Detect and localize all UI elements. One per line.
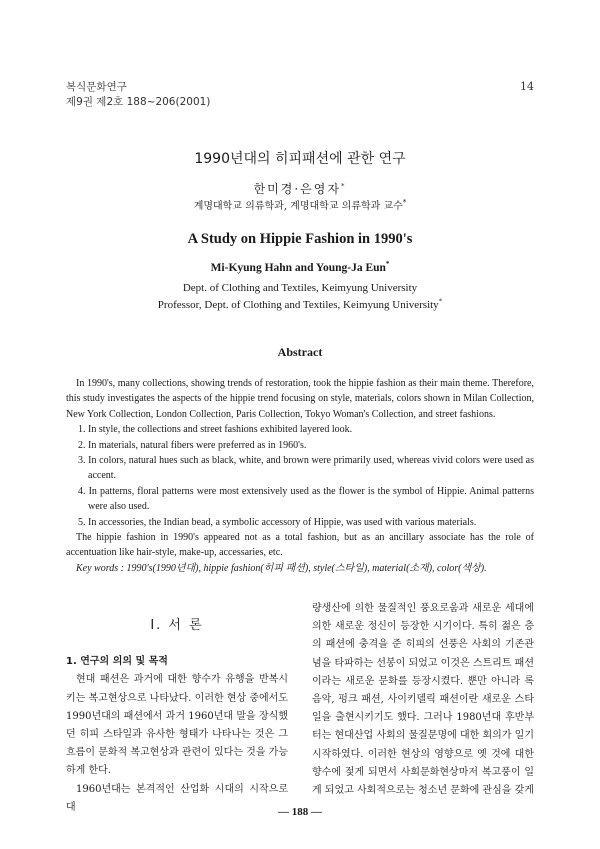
journal-info	[66, 80, 210, 110]
affiliation-korean	[0, 197, 600, 212]
abstract-item: 5. In accessories, the Indian bead, a symbolic accessory of Hippie, was used with various materials.	[78, 516, 477, 528]
subsection-heading: 1. 연구의 의의 및 목적	[66, 656, 168, 668]
author-en-footnote-mark: *	[385, 260, 390, 269]
affiliation-korean-text: 계명대학교 의류학과, 계명대학교 의류학과 교수	[193, 201, 403, 212]
page-number: 14	[520, 80, 534, 93]
body-column-right	[312, 600, 534, 800]
abstract-item: 4. In patterns, floral patterns were most extensively used as the flower is the symbol of Hippie. Animal patterns were also used.	[78, 485, 534, 513]
abstract-heading: Abstract	[277, 345, 323, 359]
affiliation-english-line2-text: Professor, Dept. of Clothing and Textiles, Keimyung University	[157, 299, 439, 311]
journal-name: 복식문화연구	[66, 81, 127, 93]
abstract-body	[66, 376, 534, 576]
affiliation-footnote-mark: *	[402, 198, 407, 207]
keywords: Key words : 1990's(1990년대), hippie fashion(히피 패션), style(스타일), material(소재), color(색상).	[76, 562, 487, 574]
abstract-item: 1. In style, the collections and street fashions exhibited layered look.	[78, 424, 353, 436]
body-paragraph: 량생산에 의한 물질적인 풍요로움과 새로운 세대에 의한 새로운 정신이 등장한 시기이다. 특히 젊은 층의 패션에 충격을 준 히피의 선풍은 사회의 기존관념을 타파하는 선봉이 되었고 이것은 스트리트 패션이라는 새로운 문화를 등장시켰다. 뿐만 아니라 록 음악, 펑크 패션, 사이키델릭 패션이란 새로운 스타일을 출현시키기도 했다. 그러나 1980년대 후반부터는 현대산업 사회의 물질문명에 대한 회의가 일기 시작하였다. 이러한 현상의 영향으로 옛 것에 대한 향수에 젖게 되면서 사회문화현상마저 복고풍이 일게 되었고 사회적으로는 청소년 문화에 관심을 갖게	[312, 603, 534, 797]
author-footnote-mark: *	[340, 182, 347, 190]
affiliation-english	[0, 280, 600, 314]
abstract-item: 2. In materials, natural fibers were preferred as in 1960's.	[78, 439, 307, 451]
page-title: 1990년대의 히피패션에 관한 연구	[194, 151, 406, 167]
body-column-left	[66, 603, 288, 817]
authors-english	[0, 262, 600, 274]
authors-korean	[0, 180, 600, 197]
affiliation-english-line1: Dept. of Clothing and Textiles, Keimyung University	[182, 282, 418, 294]
abstract-intro: In 1990's, many collections, showing trends of restoration, took the hippie fashion as their main theme. Therefore, this study investigates the aspects of the hippie trend focusing on style, materials, colors shown in Milan Collection, New York Collection, London Collection, Paris Collection, Tokyo Woman's Collection, and street fashions.	[66, 378, 534, 420]
journal-issue: 제9권 제2호 188~206(2001)	[66, 96, 211, 108]
section-heading: I. 서 론	[150, 618, 204, 633]
affiliation-english-line2	[0, 297, 600, 314]
body-paragraph: 1960년대는 본격적인 산업화 시대의 시작으로 대	[66, 783, 288, 813]
page-footer-number: — 188 —	[278, 806, 322, 818]
abstract-item: 3. In colors, natural hues such as black, white, and brown were primarily used, whereas vivid colors were used as accent.	[78, 455, 534, 482]
title-english: A Study on Hippie Fashion in 1990's	[187, 231, 413, 247]
authors-korean-text: 한미경·은영자	[253, 182, 341, 196]
affiliation-en-footnote-mark: *	[438, 297, 443, 306]
authors-english-text: Mi-Kyung Hahn and Young-Ja Eun	[210, 262, 386, 274]
abstract-conclusion: The hippie fashion in 1990's appeared not as a total fashion, but as an ancillary associate has the role of accentuation like hair-style, make-up, accessaries, etc.	[66, 532, 534, 559]
body-paragraph: 현대 패션은 과거에 대한 향수가 유행을 반복시키는 복고현상으로 나타났다. 이러한 현상 중에서도 1990년대의 패션에서 과거 1960년대 말을 장식했던 히피 스타일과 유사한 형태가 나타나는 것은 그 흐름이 문화적 복고현상과 관련이 있다는 것을 가능하게 한다.	[66, 674, 288, 777]
